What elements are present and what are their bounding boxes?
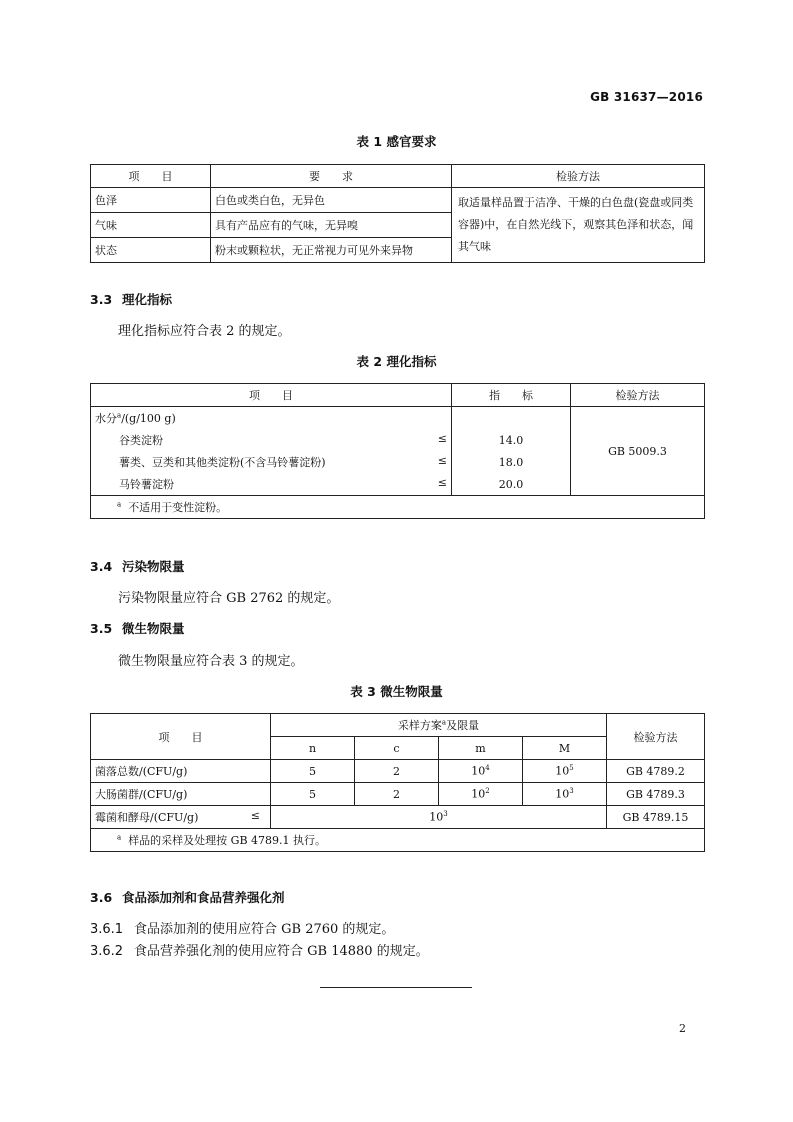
clause-3-6-1 <box>90 918 394 937</box>
cell-method: GB 4789.15 <box>607 806 705 829</box>
le-sign: ≤ <box>437 454 447 467</box>
le-sign: ≤ <box>437 476 447 489</box>
cell-item: 色泽 <box>91 188 211 213</box>
le-sign: ≤ <box>250 809 260 822</box>
table-note <box>91 829 705 852</box>
table-note <box>91 496 705 519</box>
item-label: 霉菌和酵母/(CFU/g) <box>95 811 199 824</box>
footnote-mark: a <box>117 833 122 842</box>
table-row <box>91 806 705 829</box>
cell-m <box>439 760 523 783</box>
cell-item <box>91 473 452 496</box>
header-M: M <box>523 737 607 760</box>
section-3-4-heading <box>90 557 185 575</box>
cell-item: 气味 <box>91 213 211 238</box>
table-row <box>91 188 705 213</box>
header-c: c <box>355 737 439 760</box>
cell-method: GB 5009.3 <box>571 407 705 496</box>
cell-item <box>91 806 271 829</box>
footnote-mark: a <box>117 411 122 420</box>
section-3-5-text: 微生物限量应符合表 3 的规定。 <box>118 654 304 669</box>
section-number: 3.4 <box>90 559 113 574</box>
base: 10 <box>555 787 570 801</box>
cell-method: GB 4789.2 <box>607 760 705 783</box>
header-method: 检验方法 <box>571 384 705 407</box>
clause-number: 3.6.1 <box>90 922 124 937</box>
item-label: 薯类、豆类和其他类淀粉(不含马铃薯淀粉) <box>119 456 326 469</box>
cell-item <box>91 429 452 451</box>
header-item: 项 目 <box>91 714 271 760</box>
exponent: 3 <box>569 787 574 796</box>
plan-suffix: 及限量 <box>446 719 480 732</box>
cell-M <box>523 783 607 806</box>
exponent: 4 <box>485 764 490 773</box>
cell-method: 取适量样品置于洁净、干燥的白色盘(瓷盘或同类容器)中，在自然光线下，观察其色泽和状态，闻其气味 <box>452 188 705 263</box>
clause-number: 3.6.2 <box>90 944 124 959</box>
table-row <box>91 760 705 783</box>
page-number: 2 <box>679 1022 686 1035</box>
cell-item: 大肠菌群/(CFU/g) <box>91 783 271 806</box>
section-title: 食品添加剂和食品营养强化剂 <box>122 890 285 905</box>
exponent: 2 <box>485 787 490 796</box>
cell-n: 5 <box>271 783 355 806</box>
item-label: 马铃薯淀粉 <box>119 478 174 491</box>
header-item: 项 目 <box>91 165 211 188</box>
header-n: n <box>271 737 355 760</box>
cell-requirement: 粉末或颗粒状，无正常视力可见外来异物 <box>211 238 452 263</box>
cell-empty <box>452 407 571 430</box>
header-method: 检验方法 <box>607 714 705 760</box>
section-title: 理化指标 <box>122 292 173 307</box>
cell-group <box>91 407 452 430</box>
footnote-mark: a <box>117 500 122 509</box>
header-requirement: 要 求 <box>211 165 452 188</box>
section-title: 污染物限量 <box>122 559 185 574</box>
clause-text: 食品添加剂的使用应符合 GB 2760 的规定。 <box>134 922 395 937</box>
cell-value: 18.0 <box>452 451 571 473</box>
cell-c: 2 <box>355 783 439 806</box>
table3-caption: 表 3 微生物限量 <box>350 684 443 699</box>
cell-c: 2 <box>355 760 439 783</box>
cell-m <box>439 783 523 806</box>
section-3-6-heading <box>90 888 285 906</box>
group-unit: /(g/100 g) <box>121 412 176 425</box>
table-header-row <box>91 165 705 188</box>
plan-label: 采样方案 <box>397 719 442 732</box>
cell-requirement: 白色或类白色，无异色 <box>211 188 452 213</box>
header-sampling-plan <box>271 714 607 737</box>
table-note-row <box>91 496 705 519</box>
section-number: 3.6 <box>90 890 113 905</box>
cell-item <box>91 451 452 473</box>
header-item: 项 目 <box>91 384 452 407</box>
base: 10 <box>429 810 444 824</box>
section-3-5-heading <box>90 619 185 637</box>
clause-text: 食品营养强化剂的使用应符合 GB 14880 的规定。 <box>134 944 429 959</box>
note-text: 样品的采样及处理按 GB 4789.1 执行。 <box>128 834 327 847</box>
end-rule <box>320 987 472 988</box>
section-number: 3.5 <box>90 621 113 636</box>
section-3-3-text: 理化指标应符合表 2 的规定。 <box>118 324 291 339</box>
cell-M <box>523 760 607 783</box>
cell-limit <box>271 806 607 829</box>
exponent: 3 <box>443 810 448 819</box>
cell-item: 菌落总数/(CFU/g) <box>91 760 271 783</box>
section-number: 3.3 <box>90 292 113 307</box>
table2-caption: 表 2 理化指标 <box>356 354 437 369</box>
note-text: 不适用于变性淀粉。 <box>128 501 228 514</box>
item-label: 谷类淀粉 <box>119 434 163 447</box>
table-header-row <box>91 714 705 737</box>
table-row <box>91 407 705 430</box>
le-sign: ≤ <box>437 432 447 445</box>
clause-3-6-2 <box>90 940 429 959</box>
base: 10 <box>471 764 486 778</box>
section-3-4-text: 污染物限量应符合 GB 2762 的规定。 <box>118 591 340 606</box>
cell-method: GB 4789.3 <box>607 783 705 806</box>
header-method: 检验方法 <box>452 165 705 188</box>
table1-sensory <box>90 164 705 263</box>
table-header-row <box>91 384 705 407</box>
base: 10 <box>555 764 570 778</box>
table3-microbial <box>90 713 705 852</box>
header-index: 指 标 <box>452 384 571 407</box>
base: 10 <box>471 787 486 801</box>
section-title: 微生物限量 <box>122 621 185 636</box>
cell-value: 20.0 <box>452 473 571 496</box>
group-label: 水分 <box>95 412 117 425</box>
cell-item: 状态 <box>91 238 211 263</box>
exponent: 5 <box>569 764 574 773</box>
header-m: m <box>439 737 523 760</box>
cell-value: 14.0 <box>452 429 571 451</box>
standard-number: GB 31637—2016 <box>590 90 703 104</box>
cell-n: 5 <box>271 760 355 783</box>
table2-physicochemical <box>90 383 705 519</box>
table1-caption: 表 1 感官要求 <box>356 134 437 149</box>
cell-requirement: 具有产品应有的气味，无异嗅 <box>211 213 452 238</box>
section-3-3-heading <box>90 290 172 308</box>
footnote-mark: a <box>441 718 447 727</box>
table-note-row <box>91 829 705 852</box>
table-row <box>91 783 705 806</box>
